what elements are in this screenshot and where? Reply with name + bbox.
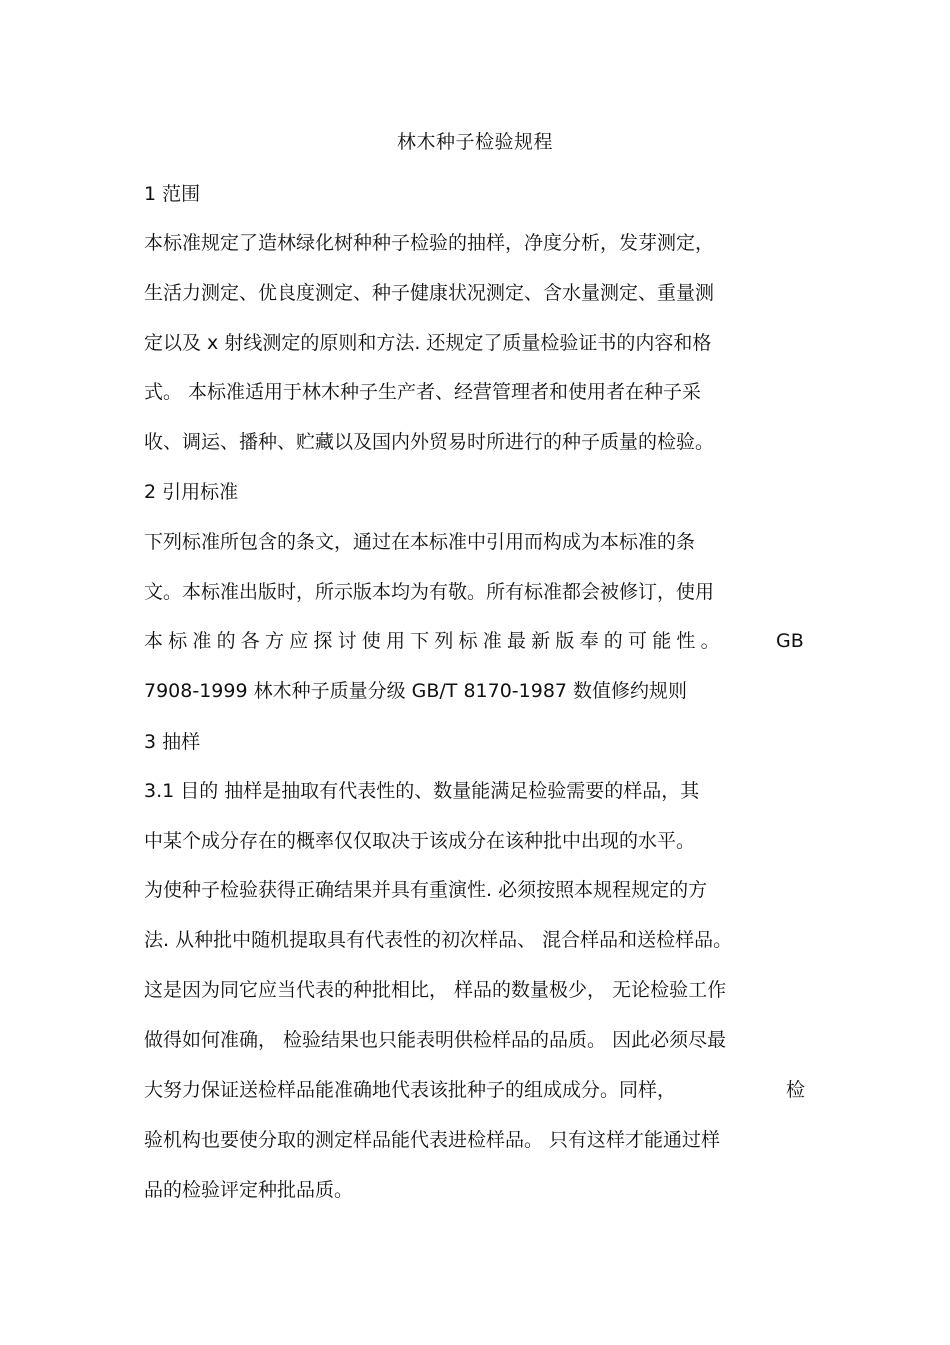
section-heading-references: 2 引用标准 (144, 481, 239, 503)
paragraph-line: 文。本标准出版时，所示版本均为有敬。所有标准都会被修订，使用 (144, 581, 715, 603)
paragraph-line: 式。 本标准适用于林木种子生产者、经营管理者和使用者在种子采 (144, 381, 702, 403)
paragraph-line: 定以及 x 射线测定的原则和方法. 还规定了质量检验证书的内容和格 (144, 332, 712, 354)
paragraph-line: 法. 从种批中随机提取具有代表性的初次样品、 混合样品和送检样品。 (144, 929, 733, 951)
paragraph-line: 验机构也要使分取的测定样品能代表进检样品。 只有这样才能通过样 (144, 1129, 721, 1151)
paragraph-line: 本标准的各方应探讨使用下列标准最新版奉的可能性。 (144, 630, 725, 652)
paragraph-line: 7908-1999 林木种子质量分级 GB/T 8170-1987 数值修约规则 (144, 680, 688, 702)
document-title: 林木种子检验规程 (396, 131, 553, 153)
paragraph-line: 生活力测定、优良度测定、种子健康状况测定、含水量测定、重量测 (144, 282, 715, 304)
section-heading-sampling: 3 抽样 (144, 731, 201, 753)
paragraph-line: 收、调运、播种、贮藏以及国内外贸易时所进行的种子质量的检验。 (144, 431, 715, 453)
paragraph-line: 品的检验评定种批品质。 (144, 1179, 354, 1201)
paragraph-line: 下列标准所包含的条文，通过在本标准中引用而构成为本标准的条 (144, 531, 696, 553)
paragraph-line: 本标准规定了造林绿化树种种子检验的抽样，净度分析，发芽测定， (144, 232, 715, 254)
paragraph-line: 为使种子检验获得正确结果并具有重演性. 必须按照本规程规定的方 (144, 879, 708, 901)
paragraph-line: 这是因为同它应当代表的种批相比， 样品的数量极少， 无论检验工作 (144, 979, 727, 1001)
paragraph-line: 做得如何准确， 检验结果也只能表明供检样品的品质。 因此必须尽最 (144, 1029, 727, 1051)
standard-code-prefix: GB (776, 630, 804, 652)
paragraph-line: 3.1 目的 抽样是抽取有代表性的、数量能满足检验需要的样品，其 (144, 780, 700, 802)
line-end-fragment: 检 (786, 1079, 806, 1101)
paragraph-line: 中某个成分存在的概率仅仅取决于该成分在该种批中出现的水平。 (144, 830, 696, 852)
paragraph-line: 大努力保证送检样品能准确地代表该批种子的组成成分。同样， (144, 1079, 677, 1101)
section-heading-scope: 1 范围 (144, 183, 201, 205)
